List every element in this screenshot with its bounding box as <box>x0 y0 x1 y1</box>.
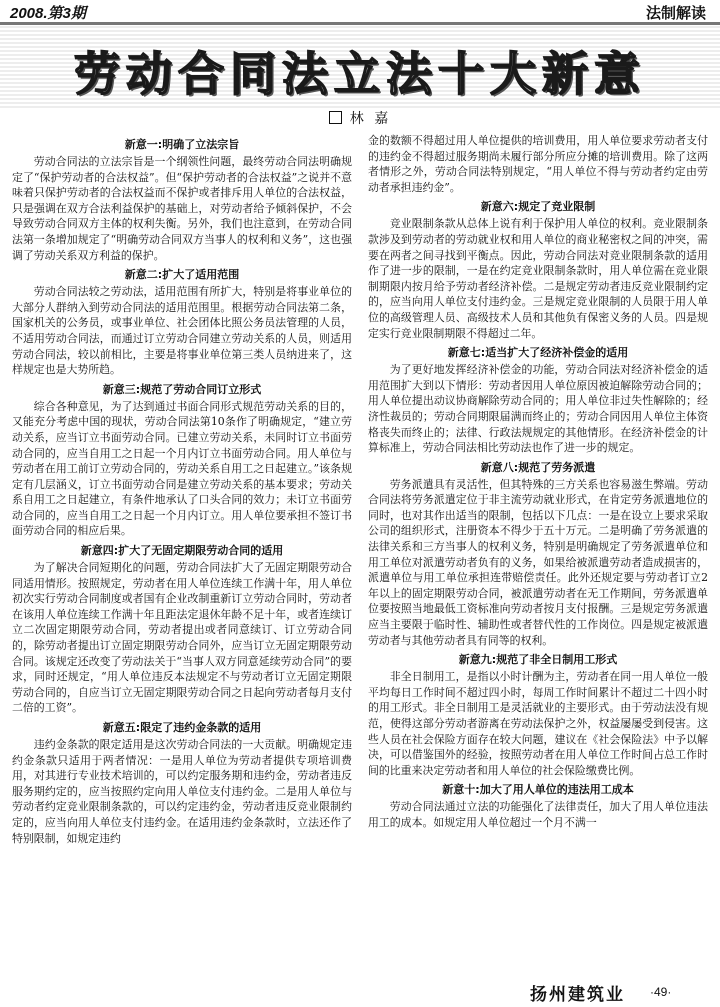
right-column <box>368 133 708 831</box>
section-heading: 新意二:扩大了适用范围 <box>124 268 240 282</box>
body-paragraph: 劳动合同法较之劳动法，适用范围有所扩大，特别是将事业单位的大部分人群纳入到劳动合同法的适用范围里。根据劳动合同法第二条，国家机关的公务员，或事业单位、社会团体比照公务员法管理的人员，不适用劳动合同法，而通过订立劳动合同建立劳动关系的人员，则适用劳动合同法，较以前相比，主要是将事业单位第三类人员纳进来了，这样规定也是大势所趋。 <box>12 285 352 377</box>
section-heading: 新意六:规定了竞业限制 <box>480 200 596 214</box>
section-heading: 新意八:规范了劳务派遣 <box>480 460 596 474</box>
author-name: 林 嘉 <box>349 111 392 127</box>
column-name: 法制解读 <box>645 5 706 22</box>
author-box-icon <box>329 111 342 124</box>
header-rule <box>0 22 720 25</box>
page-number: ·49· <box>650 985 672 999</box>
body-paragraph: 劳务派遣具有灵活性，但其特殊的三方关系也容易滋生弊端。劳动合同法将劳务派遣定位于非主流劳动就业形式，在肯定劳务派遣地位的同时，也对其作出适当的限制，包括以下几点：一是在设立上要求采取公司的组织形式，注册资本不得少于五十万元。二是明确了劳务派遣的法律关系和三方当事人的权利义务，特别是明确规定了劳务派遣单位和用工单位对派遣劳动者负有的义务，如果给被派遣劳动者造成损害的，派遣单位与用工单位承担连带赔偿责任。此外还规定要与劳动者订立2年以上的固定期限劳动合同，被派遣劳动者在无工作期间，劳务派遣单位要按照当地最低工资标准向劳动者按月支付报酬。三是规定劳务派遣应当主要限于临时性、辅助性或者替代性的工作岗位。四是规定被派遣劳动者与其他劳动者具有同等的权利。 <box>368 477 708 647</box>
body-paragraph: 劳动合同法通过立法的功能强化了法律责任，加大了用人单位违法用工的成本。如规定用人单位超过一个月不满一 <box>368 800 708 829</box>
article-title: 劳动合同法立法十大新意 <box>74 47 646 101</box>
body-paragraph: 金的数额不得超过用人单位提供的培训费用，用人单位要求劳动者支付的违约金不得超过服务期尚未履行部分所应分摊的培训费用。除了这两者情形之外，劳动合同法特别规定，“用人单位不得与劳动者约定由劳动者承担违约金”。 <box>368 134 708 194</box>
body-paragraph: 竞业限制条款从总体上说有利于保护用人单位的权利。竞业限制条款涉及到劳动者的劳动就业权和用人单位的商业秘密权之间的冲突，需要在两者之间寻找到平衡点。因此，劳动合同法对竞业限制条款的适用作了进一步的限制，一是在约定竞业限制条款时，用人单位需在竞业限制期限内按月给予劳动者经济补偿。二是规定劳动者违反竞业限制约定的，应当向用人单位支付违约金。三是规定竞业限制的人员限于用人单位的高级管理人员、高级技术人员和其他负有保密义务的人员。四是规定实行竞业限制期限不得超过二年。 <box>368 217 708 340</box>
body-paragraph: 非全日制用工，是指以小时计酬为主，劳动者在同一用人单位一般平均每日工作时间不超过四小时，每周工作时间累计不超过二十四小时的用工形式。非全日制用工是灵活就业的主要形式。由于劳动法没有规范，使得这部分劳动者游离在劳动法保护之外，权益屡屡受到侵害。这些人员在社会保险方面存在较大问题，建议在《社会保险法》中予以解决，可以借鉴国外的经验，按照劳动者在用人单位工作时间占总工作时间的比重来决定劳动者和用人单位的社会保险缴费比例。 <box>368 670 708 777</box>
page-header <box>0 0 720 24</box>
section-heading: 新意十:加大了用人单位的违法用工成本 <box>442 783 634 797</box>
left-column <box>12 133 352 846</box>
section-heading: 新意七:适当扩大了经济补偿金的适用 <box>447 346 629 360</box>
section-heading: 新意九:规范了非全日制用工形式 <box>458 653 618 667</box>
section-heading: 新意五:限定了违约金条款的适用 <box>102 721 262 734</box>
body-paragraph: 为了解决合同短期化的问题，劳动合同法扩大了无固定期限劳动合同适用情形。按照规定，劳动者在用人单位连续工作满十年，用人单位初次实行劳动合同制度或者国有企业改制重新订立劳动合同时，劳动者在该用人单位连续工作满十年且距法定退休年龄不足十年，或者连续订立二次固定期限劳动合同，劳动者提出或者同意续订、订立劳动合同的，除劳动者提出订立固定期限劳动合同外，应当订立无固定期限劳动合同。该规定还改变了劳动法关于“当事人双方同意延续劳动合同”的要求，同时还规定，“用人单位违反本法规定不与劳动者订立无固定期限劳动合同的，自应当订立无固定期限劳动合同之日起向劳动者每月支付二倍的工资”。 <box>12 561 352 715</box>
body-paragraph: 为了更好地发挥经济补偿金的功能，劳动合同法对经济补偿金的适用范围扩大到以下情形：劳动者因用人单位原因被迫解除劳动合同的；用人单位提出动议协商解除劳动合同的；用人单位非过失性解除的；经济性裁员的；劳动合同期限届满而终止的；劳动合同因用人单位主体资格丧失而终止的；法律、行政法规规定的其他情形。在经济补偿金的计算标准上，劳动合同法相比劳动法也作了进一步的规定。 <box>368 363 708 455</box>
footer-logo: 扬州建筑业 <box>530 985 625 1005</box>
section-heading: 新意四:扩大了无固定期限劳动合同的适用 <box>80 544 284 558</box>
section-heading: 新意三:规范了劳动合同订立形式 <box>102 382 262 396</box>
issue-label: 2008.第3期 <box>10 5 86 22</box>
body-paragraph: 综合各种意见，为了达到通过书面合同形式规范劳动关系的目的，又能充分考虑中国的现状，劳动合同法第10条作了明确规定，“建立劳动关系，应当订立书面劳动合同。已建立劳动关系，未同时订立书面劳动合同的，应当自用工之日起一个月内订立书面劳动合同。用人单位与劳动者在用工前订立劳动合同的，劳动关系自用工之日起建立。”该条规定有几层涵义，订立书面劳动合同是建立劳动关系的基本要求；劳动关系自用工之日起建立，有条件地承认了口头合同的效力；未订立书面劳动合同的，应当自用工之日起一个月内订立。用人单位要承担不签订书面劳动合同的相应后果。 <box>12 399 352 538</box>
section-heading: 新意一:明确了立法宗旨 <box>124 138 240 151</box>
body-paragraph: 劳动合同法的立法宗旨是一个纲领性问题，最终劳动合同法明确规定了“保护劳动者的合法权益”。但“保护劳动者的合法权益”之说并不意味着只保护劳动者的合法权益而不保护或者排斥用人单位的合法权益，只是强调在双方合法利益保护的基础上，对劳动者给予倾斜保护，不会导致劳动合同双方主体的权利失衡。另外，我们也注意到，在劳动合同法第一条增加规定了“明确劳动合同双方当事人的权利和义务”，这也强调了劳动关系双方利益的保护。 <box>12 155 352 262</box>
author-line <box>0 108 720 128</box>
body-paragraph: 违约金条款的限定适用是这次劳动合同法的一大贡献。明确规定违约金条款只适用于两者情况：一是用人单位为劳动者提供专项培训费用，对其进行专业技术培训的，可以约定服务期和违约金，劳动者违反服务期约定的，应当按照约定向用人单位支付违约金。二是用人单位与劳动者约定竞业限制条款的，可以约定违约金，劳动者违反竞业限制约定的，应当向用人单位支付违约金。在适用违约金条款时，立法还作了特别限制，如规定违约 <box>12 738 352 845</box>
